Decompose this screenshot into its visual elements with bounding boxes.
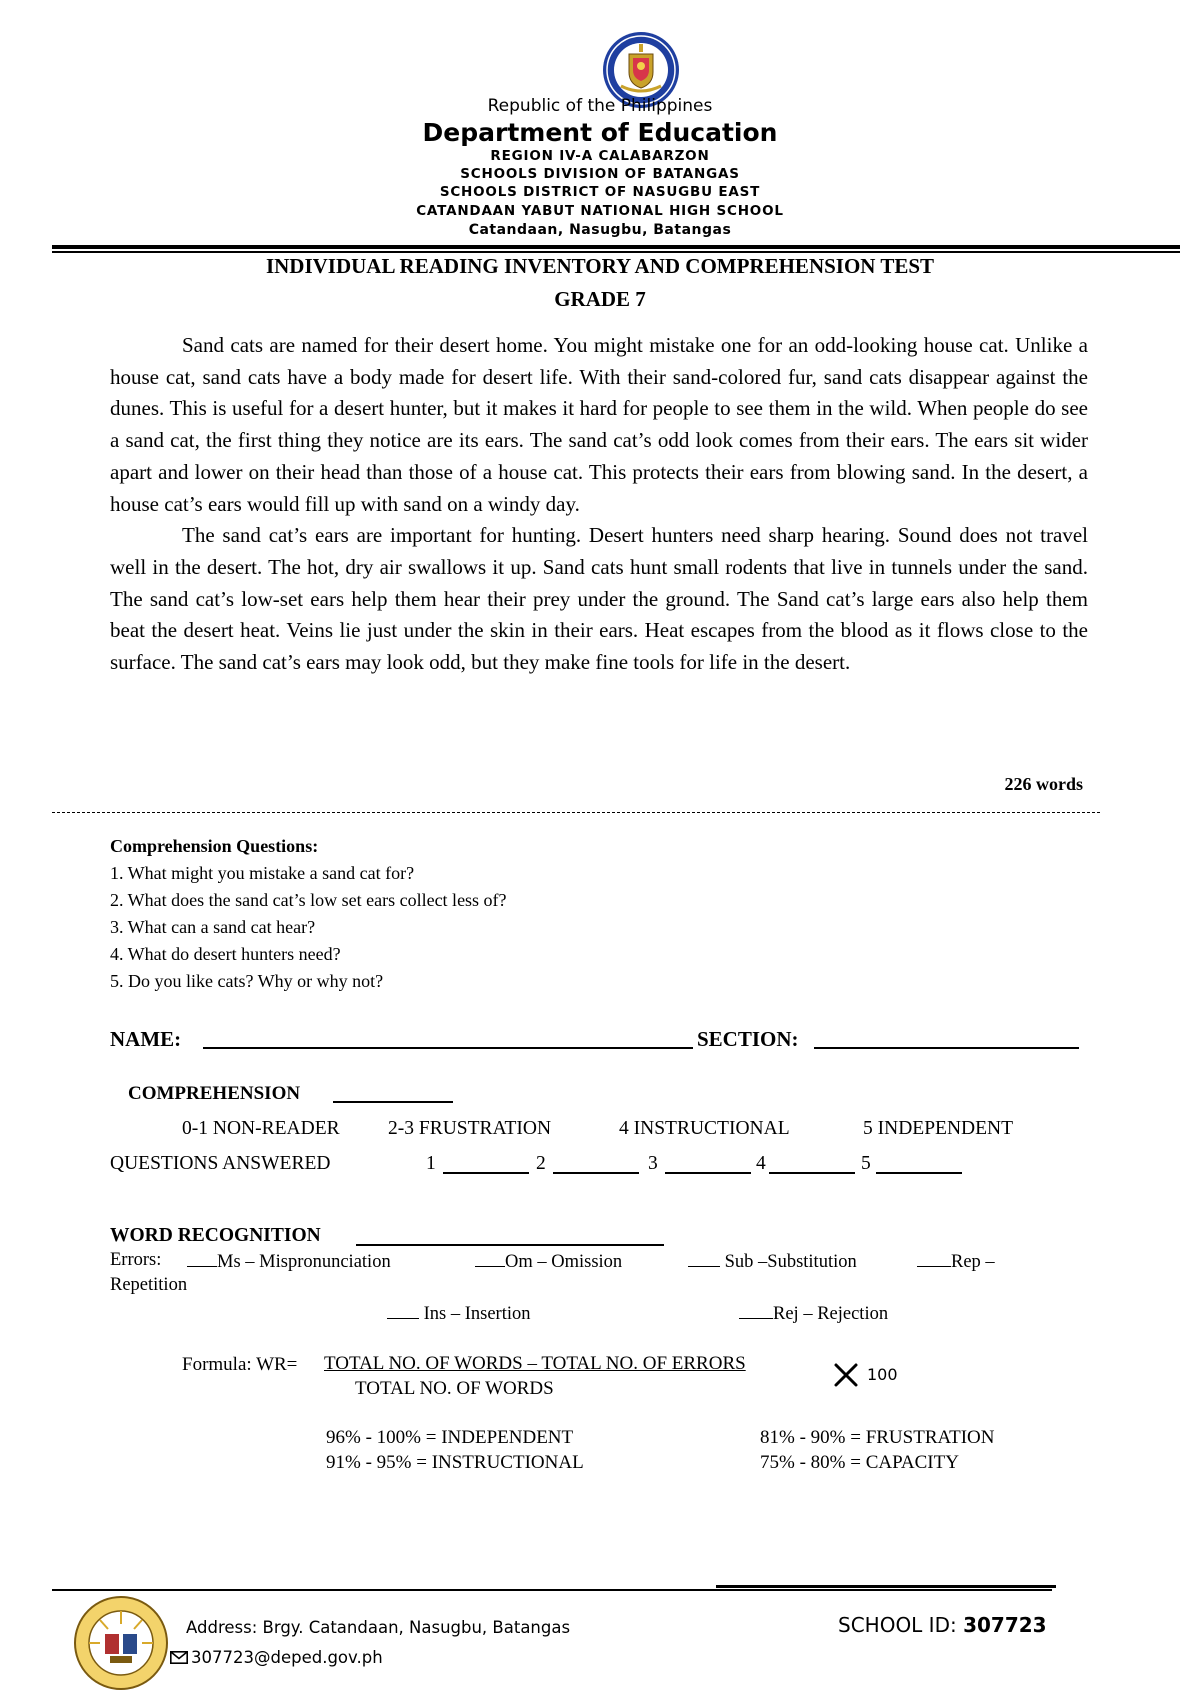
footer-divider — [52, 1589, 1052, 1591]
error-omission: Om – Omission — [475, 1250, 622, 1273]
scale-instructional: 91% - 95% = INSTRUCTIONAL — [326, 1452, 584, 1473]
level-independent: 5 INDEPENDENT — [863, 1118, 1014, 1139]
passage-paragraph: Sand cats are named for their desert home. You might mistake one for an odd-looking house cat. Unlike a house cat, sand cats have a body made for desert life. With their sand-colored fur, sand cats disappear against the dunes. This is useful for a desert hunter, but it makes it hard for people to see them in the wild. When people do see a sand cat, the first thing they notice are its ears. The sand cat’s odd look comes from their ears. The ears sit wider apart and lower on their head than those of a house cat. This protects their ears from blowing sand. In the desert, a house cat’s ears would fill up with sand on a windy day. — [110, 333, 1088, 516]
school-id-value: 307723 — [963, 1613, 1047, 1637]
word-count: 226 words — [1004, 774, 1083, 794]
test-title: INDIVIDUAL READING INVENTORY AND COMPREHENSION TEST — [265, 254, 935, 278]
name-field[interactable] — [203, 1047, 693, 1049]
level-frustration: 2-3 FRUSTRATION — [388, 1118, 552, 1139]
formula-denominator: TOTAL NO. OF WORDS — [355, 1378, 554, 1399]
section-label: SECTION: — [697, 1027, 799, 1051]
scale-capacity: 75% - 80% = CAPACITY — [760, 1452, 959, 1473]
comprehension-field[interactable] — [333, 1101, 453, 1103]
section-field[interactable] — [814, 1047, 1079, 1049]
errors-label: Errors: — [110, 1250, 162, 1270]
header-divider-thin — [52, 251, 1180, 253]
error-blank[interactable] — [917, 1250, 951, 1267]
footer-divider-thick — [716, 1585, 1056, 1588]
department-heading: Department of Education — [422, 118, 778, 147]
question-item: 1. What might you mistake a sand cat for? — [110, 863, 415, 883]
scale-independent: 96% - 100% = INDEPENDENT — [326, 1427, 574, 1448]
email-text: 307723@deped.gov.ph — [191, 1648, 383, 1667]
error-repetition-continued: Repetition — [110, 1275, 188, 1295]
answer-number: 4 — [756, 1153, 766, 1174]
error-blank[interactable] — [475, 1250, 505, 1267]
answer-field[interactable] — [553, 1172, 639, 1174]
error-insertion: Ins – Insertion — [387, 1302, 531, 1325]
multiply-icon — [833, 1362, 859, 1388]
error-substitution: Sub –Substitution — [688, 1250, 857, 1273]
footer-address: Address: Brgy. Catandaan, Nasugbu, Batangas — [186, 1618, 571, 1637]
error-blank[interactable] — [739, 1302, 773, 1319]
question-item: 3. What can a sand cat hear? — [110, 917, 316, 937]
footer-email — [170, 1648, 383, 1667]
level-instructional: 4 INSTRUCTIONAL — [619, 1118, 790, 1139]
word-recognition-label: WORD RECOGNITION — [110, 1225, 321, 1246]
question-item: 4. What do desert hunters need? — [110, 944, 341, 964]
reading-passage — [110, 330, 1088, 679]
error-mispronunciation: Ms – Mispronunciation — [187, 1250, 391, 1273]
answer-field[interactable] — [769, 1172, 855, 1174]
error-blank[interactable] — [387, 1302, 419, 1319]
republic-heading: Republic of the Philippines — [487, 96, 713, 116]
formula-numerator: TOTAL NO. OF WORDS – TOTAL NO. OF ERRORS — [324, 1353, 746, 1374]
error-rejection: Rej – Rejection — [739, 1302, 888, 1325]
passage-paragraph: The sand cat’s ears are important for hunting. Desert hunters need sharp hearing. Sound does not travel well in the desert. The hot, dry air swallows it up. Sand cats hunt small rodents that live in tunnels under the sand. The sand cat’s low-set ears help them hear their prey under the ground. The Sand cat’s large ears also help them beat the desert heat. Veins lie just under the skin in their ears. Heat escapes from the blood as it flows close to the surface. The sand cat’s ears may look odd, but they make fine tools for life in the desert. — [110, 523, 1088, 675]
dashed-divider — [52, 812, 1100, 813]
answer-field[interactable] — [443, 1172, 529, 1174]
answer-number: 3 — [648, 1153, 658, 1174]
error-blank[interactable] — [187, 1250, 217, 1267]
question-item: 5. Do you like cats? Why or why not? — [110, 971, 384, 991]
answer-number: 1 — [426, 1153, 436, 1174]
school-heading: CATANDAAN YABUT NATIONAL HIGH SCHOOL — [416, 203, 784, 219]
grade-title: GRADE 7 — [554, 287, 646, 311]
answer-number: 5 — [861, 1153, 871, 1174]
answer-field[interactable] — [876, 1172, 962, 1174]
scale-frustration: 81% - 90% = FRUSTRATION — [760, 1427, 995, 1448]
header-divider — [52, 245, 1180, 249]
comprehension-questions — [110, 832, 810, 995]
formula-label: Formula: WR= — [182, 1354, 298, 1375]
error-blank[interactable] — [688, 1250, 720, 1267]
school-id — [838, 1613, 1047, 1637]
region-heading: REGION IV-A CALABARZON — [490, 148, 710, 164]
formula-multiplier: 100 — [867, 1365, 898, 1384]
error-repetition: Rep – — [917, 1250, 995, 1273]
division-heading: SCHOOLS DIVISION OF BATANGAS — [460, 166, 740, 182]
school-id-label: SCHOOL ID: — [838, 1613, 964, 1637]
level-non-reader: 0-1 NON-READER — [182, 1118, 340, 1139]
mail-icon — [170, 1651, 188, 1664]
question-item: 2. What does the sand cat’s low set ears collect less of? — [110, 890, 507, 910]
name-label: NAME: — [110, 1027, 182, 1051]
school-seal-icon — [72, 1594, 170, 1692]
questions-answered-label: QUESTIONS ANSWERED — [110, 1153, 331, 1174]
answer-field[interactable] — [665, 1172, 751, 1174]
word-recognition-field[interactable] — [356, 1244, 664, 1246]
questions-heading: Comprehension Questions: — [110, 836, 319, 856]
comprehension-label: COMPREHENSION — [128, 1083, 301, 1104]
answer-number: 2 — [536, 1153, 546, 1174]
location-heading: Catandaan, Nasugbu, Batangas — [468, 222, 732, 238]
district-heading: SCHOOLS DISTRICT OF NASUGBU EAST — [439, 184, 761, 200]
